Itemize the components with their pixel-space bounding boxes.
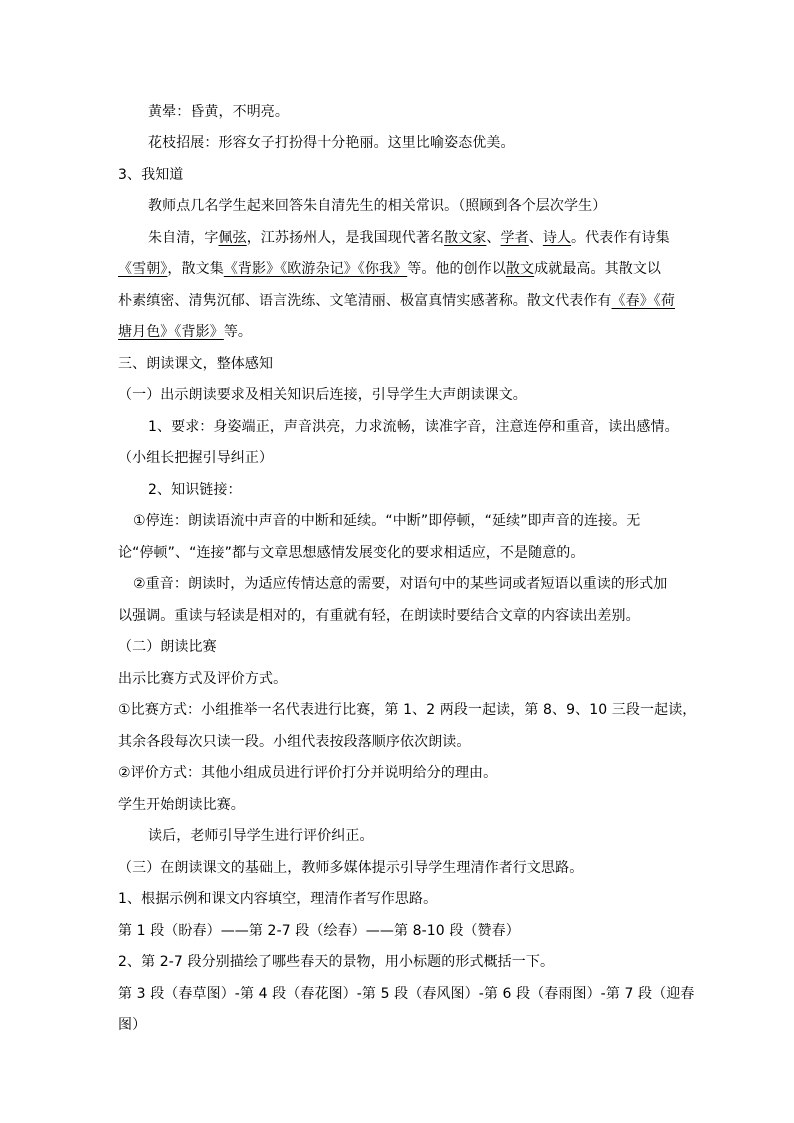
text-line: 其余各段每次只读一段。小组代表按段落顺序依次朗读。 — [118, 734, 471, 750]
text-line: 花枝招展：形容女子打扮得十分艳丽。这里比喻姿态优美。 — [148, 135, 515, 151]
text-line: 第 1 段（盼春）——第 2-7 段（绘春）——第 8-10 段（赞春） — [118, 923, 520, 939]
text-line: 1、根据示例和课文内容填空，理清作者写作思路。 — [118, 891, 438, 907]
section-heading: 三、朗读课文，整体感知 — [118, 356, 274, 372]
text-line: ①比赛方式：小组推举一名代表进行比赛，第 1、2 两段一起读，第 8、9、10 三段一起读， — [118, 702, 697, 718]
text-line: （小组长把握引导纠正） — [118, 450, 274, 466]
text-line: 论“停顿”、“连接”都与文章思想感情发展变化的要求相适应，不是随意的。 — [118, 545, 585, 561]
text-span: 朴素缜密、清隽沉郁、语言洗练、文笔清丽、极富真情实感著称。散文代表作有 — [118, 293, 612, 309]
text-span: 、 — [486, 230, 501, 246]
text-span: ，散文集 — [167, 261, 224, 277]
text-line: 教师点几名学生起来回答朱自清先生的相关常识。（照顾到各个层次学生） — [148, 198, 607, 214]
section-heading: （二）朗读比赛 — [118, 639, 217, 655]
text-span: 等。 — [223, 324, 253, 340]
underlined-text: 诗人 — [542, 230, 572, 246]
text-line: 以强调。重读与轻读是相对的，有重就有轻，在朗读时要结合文章的内容读出差别。 — [118, 608, 640, 624]
text-span: 、 — [528, 230, 543, 246]
underlined-text: 《雪朝》 — [118, 261, 168, 277]
text-line: ②评价方式：其他小组成员进行评价打分并说明给分的理由。 — [118, 765, 498, 781]
section-heading: （三）在朗读课文的基础上，教师多媒体提示引导学生理清作者行文思路。 — [118, 860, 584, 876]
text-span: 。代表作有诗集 — [571, 230, 670, 246]
text-line — [118, 291, 678, 311]
text-span: 等。他的创作以 — [407, 261, 506, 277]
text-line — [118, 322, 678, 342]
text-line: 学生开始朗读比赛。 — [118, 797, 245, 813]
underlined-text: 《春》《荷 — [611, 293, 675, 309]
underlined-text: 学者 — [500, 230, 529, 246]
section-heading: 3、我知道 — [118, 167, 184, 183]
underlined-text: 佩弦 — [218, 230, 247, 246]
text-line: （一）出示朗读要求及相关知识后连接，引导学生大声朗读课文。 — [118, 387, 527, 403]
text-line: 图） — [118, 1017, 147, 1033]
text-line — [148, 228, 708, 248]
text-line — [118, 259, 678, 279]
text-span: ，江苏扬州人，是我国现代著名 — [246, 230, 445, 246]
text-line: ①停连：朗读语流中声音的中断和延续。“中断”即停顿，“延续”即声音的连接。无 — [133, 513, 641, 529]
text-line: 2、第 2-7 段分别描绘了哪些春天的景物，用小标题的形式概括一下。 — [118, 954, 555, 970]
text-line: 黄晕：昏黄，不明亮。 — [148, 104, 289, 120]
text-line: 出示比赛方式及评价方式。 — [118, 671, 288, 687]
underlined-text: 《背影》《欧游杂记》《你我》 — [223, 261, 408, 277]
underlined-text: 散文家 — [444, 230, 487, 246]
text-span: 朱自清，字 — [148, 230, 219, 246]
text-line: 1、要求：身姿端正，声音洪亮，力求流畅，读准字音，注意连停和重音，读出感情。 — [148, 419, 679, 435]
underlined-text: 塘月色》《背影》 — [118, 324, 224, 340]
text-line: ②重音：朗读时，为适应传情达意的需要，对语句中的某些词或者短语以重读的形式加 — [133, 576, 668, 592]
underlined-text: 散文 — [505, 261, 535, 277]
text-line: 读后，老师引导学生进行评价纠正。 — [148, 828, 374, 844]
text-line: 2、知识链接： — [148, 482, 242, 498]
text-span: 成就最高。其散文以 — [534, 261, 662, 277]
text-line: 第 3 段（春草图）-第 4 段（春花图）-第 5 段（春风图）-第 6 段（春雨图）-第 7 段（迎春 — [118, 986, 695, 1002]
